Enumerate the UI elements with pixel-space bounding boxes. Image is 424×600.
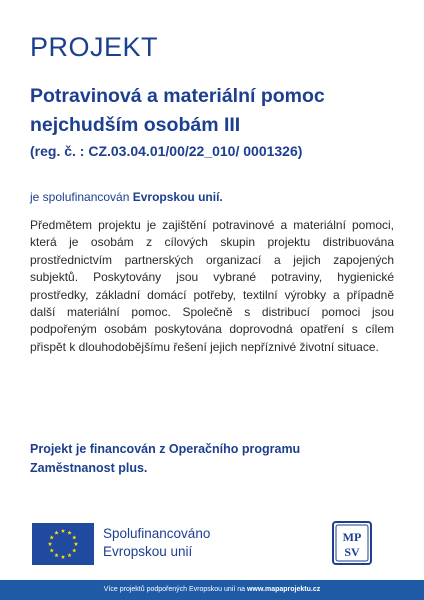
footer-bar xyxy=(0,580,424,600)
project-name-line-1: Potravinová a materiální pomoc xyxy=(30,85,325,107)
eu-label-line-1: Spolufinancováno xyxy=(103,526,211,541)
page-title: PROJEKT xyxy=(30,32,159,62)
eu-cofinancing-label xyxy=(103,525,210,561)
cofinancing-entity: Evropskou unií. xyxy=(132,190,223,204)
footer-link[interactable]: www.mapaprojektu.cz xyxy=(246,586,321,593)
cofinancing-prefix: je spolufinancován xyxy=(30,190,133,204)
registration-number: (reg. č. : CZ.03.04.01/00/22_010/ 0001326) xyxy=(30,143,303,159)
cofinancing-statement xyxy=(30,190,223,204)
mpsv-logo-icon xyxy=(332,521,372,565)
financing-line-2: Zaměstnanost plus. xyxy=(30,461,148,475)
project-name xyxy=(30,82,400,140)
financing-line-1: Projekt je financován z Operačního programu xyxy=(30,442,301,456)
footer-text: Více projektů podpořených Evropskou unií na xyxy=(103,586,247,593)
eu-flag-icon xyxy=(32,523,94,565)
project-name-line-2: nejchudším osobám III xyxy=(30,114,241,136)
project-description: Předmětem projektu je zajištění potravinové a materiální pomoci, která je osobám z cílových skupin projektu distribuována prostřednictvím partnerských organizací a jejich zapojených subjektů. Poskytovány jsou vybrané potraviny, hygienické prostředky, základní domácí potřeby, textilní výrobky a případně další materiální pomoc. Společně s distribucí pomoci jsou podpořeným osobám poskytována doprovodná opatření s cílem přispět k dlouhodobějšímu řešení jejich nepříznivé životní situace. xyxy=(30,218,394,354)
financing-statement xyxy=(30,440,360,478)
svg-text:SV: SV xyxy=(344,545,360,559)
eu-label-line-2: Evropskou unií xyxy=(103,544,193,559)
svg-text:MP: MP xyxy=(342,530,362,544)
